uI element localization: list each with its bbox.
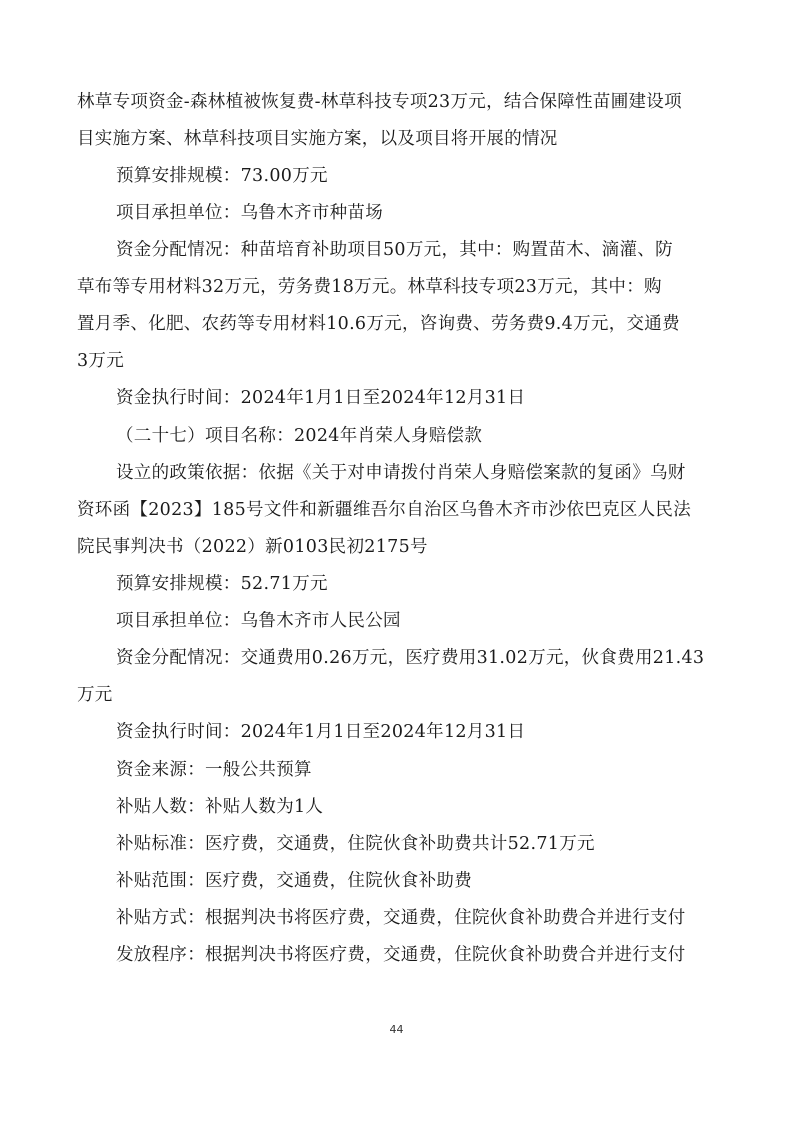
- paragraph-line: 院民事判决书（2022）新0103民初2175号: [77, 537, 428, 557]
- page-number: 44: [389, 1023, 404, 1036]
- paragraph-line: 设立的政策依据：依据《关于对申请拨付肖荣人身赔偿案款的复函》乌财: [116, 463, 686, 483]
- paragraph-line: 资金分配情况：交通费用0.26万元，医疗费用31.02万元，伙食费用21.43: [116, 648, 705, 668]
- paragraph-line: 预算安排规模：73.00万元: [116, 166, 328, 186]
- paragraph-line: 资金来源：一般公共预算: [116, 760, 312, 780]
- paragraph-line: 补贴方式：根据判决书将医疗费，交通费，住院伙食补助费合并进行支付: [116, 908, 686, 928]
- paragraph-line: 资金分配情况：种苗培育补助项目50万元，其中：购置苗木、滴灌、防: [116, 240, 673, 260]
- section-heading: （二十七）项目名称：2024年肖荣人身赔偿款: [116, 426, 483, 446]
- paragraph-line: 补贴人数：补贴人数为1人: [116, 797, 324, 817]
- paragraph-line: 补贴标准：医疗费，交通费，住院伙食补助费共计52.71万元: [116, 834, 595, 854]
- paragraph-line: 发放程序：根据判决书将医疗费，交通费，住院伙食补助费合并进行支付: [116, 945, 686, 965]
- paragraph-line: 林草专项资金-森林植被恢复费-林草科技专项23万元，结合保障性苗圃建设项: [77, 92, 682, 112]
- paragraph-line: 资金执行时间：2024年1月1日至2024年12月31日: [116, 722, 526, 742]
- paragraph-line: 项目承担单位：乌鲁木齐市种苗场: [116, 203, 383, 223]
- paragraph-line: 补贴范围：医疗费，交通费，住院伙食补助费: [116, 871, 472, 891]
- paragraph-line: 草布等专用材料32万元，劳务费18万元。林草科技专项23万元，其中：购: [77, 277, 662, 297]
- paragraph-line: 置月季、化肥、农药等专用材料10.6万元，咨询费、劳务费9.4万元，交通费: [77, 314, 680, 334]
- paragraph-line: 万元: [77, 685, 113, 705]
- paragraph-line: 项目承担单位：乌鲁木齐市人民公园: [116, 611, 401, 631]
- paragraph-line: 3万元: [77, 351, 125, 371]
- paragraph-line: 资金执行时间：2024年1月1日至2024年12月31日: [116, 388, 526, 408]
- paragraph-line: 资环函【2023】185号文件和新疆维吾尔自治区乌鲁木齐市沙依巴克区人民法: [77, 500, 692, 520]
- paragraph-line: 目实施方案、林草科技项目实施方案，以及项目将开展的情况: [77, 129, 558, 149]
- paragraph-line: 预算安排规模：52.71万元: [116, 574, 328, 594]
